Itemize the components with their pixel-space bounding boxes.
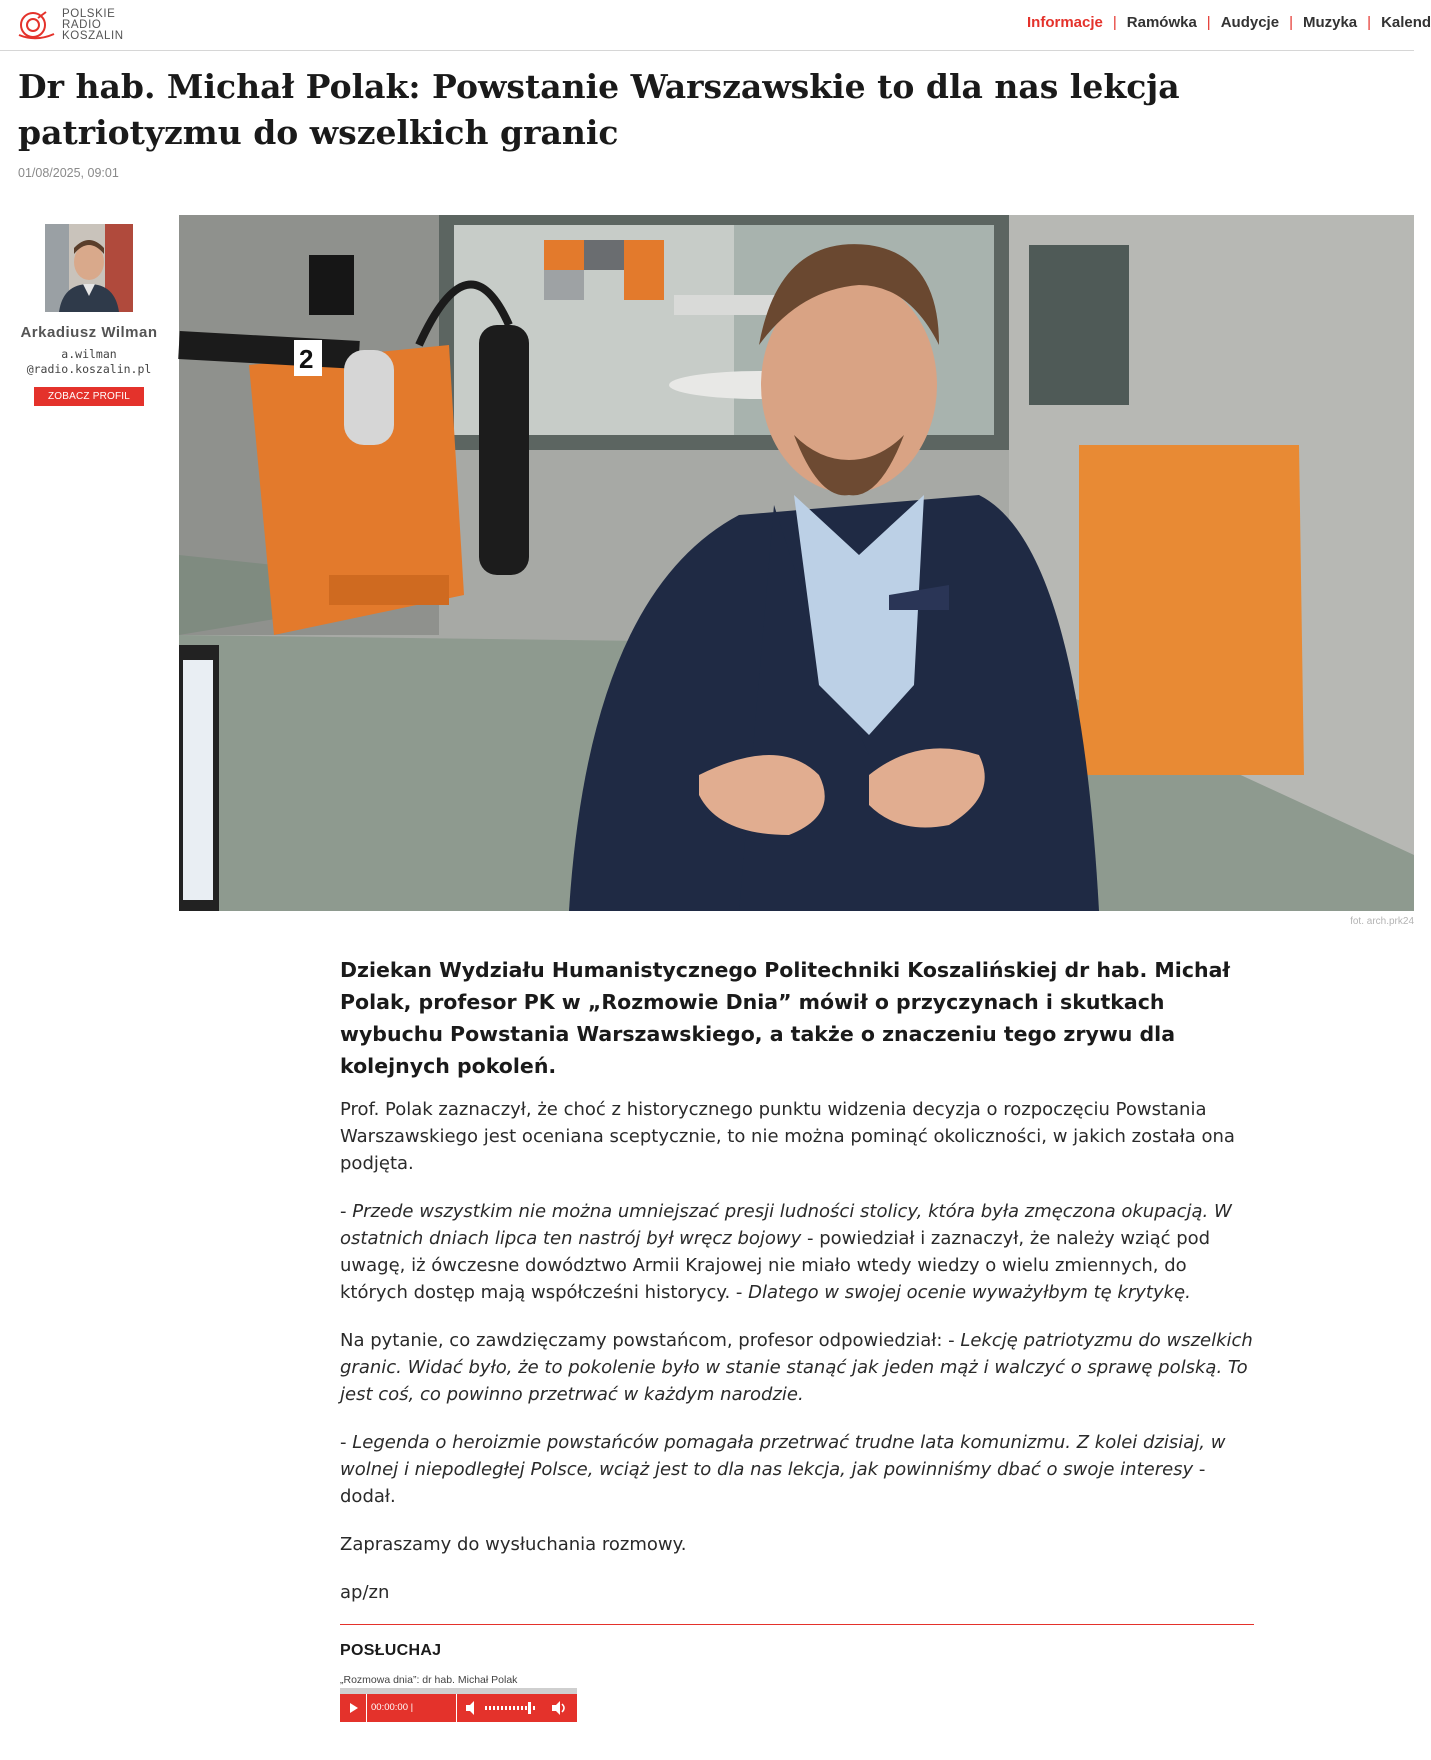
article-photo (179, 215, 1414, 911)
article-signature: ap/zn (340, 1582, 390, 1603)
volume-slider-handle[interactable] (528, 1702, 531, 1714)
nav-item-kalendarz[interactable]: Kalend (1381, 14, 1431, 31)
article-lead: Dziekan Wydziału Humanistycznego Politechniki Koszalińskiej dr hab. Michał Polak, profesor PK w „Rozmowie Dnia” mówił o przyczynach i skutkach wybuchu Powstania Warszawskiego, a także o znaczeniu tego zrywu dla kolejnych pokoleń. (340, 958, 1231, 1078)
nav-separator: | (1289, 14, 1293, 31)
nav-separator: | (1206, 14, 1211, 31)
track-title: „Rozmowa dnia”: dr hab. Michał Polak (340, 1674, 518, 1686)
nav-item-ramowka[interactable]: Ramówka (1126, 14, 1197, 31)
listen-heading: POSŁUCHAJ (340, 1642, 442, 1659)
svg-text:2: 2 (299, 344, 314, 374)
quote-text: Dlatego w swojej ocenie wyważyłbym tę krytykę. (748, 1282, 1191, 1303)
article-date: 01/08/2025, 09:01 (18, 166, 119, 180)
audio-time: 00:00:00 | 00:00:00 (367, 1694, 457, 1722)
radio-logo-icon (16, 8, 56, 42)
volume-icon[interactable] (463, 1694, 479, 1722)
nav-separator: | (1112, 14, 1117, 31)
nav-item-muzyka[interactable]: Muzyka (1302, 14, 1358, 31)
body-text: Na pytanie, co zawdzięczamy powstańcom, profesor odpowiedział: - (340, 1330, 961, 1351)
logo-line-1: POLSKIE (62, 8, 116, 20)
body-text: - dodał. (340, 1459, 1206, 1507)
audio-player (340, 1688, 577, 1741)
quote-dash: - (340, 1432, 353, 1453)
body-paragraph (340, 1429, 1260, 1510)
main-nav (1027, 14, 1431, 31)
author-name[interactable]: Arkadiusz Wilman (20, 324, 158, 341)
quote-text: Lekcję patriotyzmu do wszelkich granic. Widać było, że to pokolenie było w stanie stanąć jak jeden mąż i walczyć o sprawę polską. To jest coś, co powinno przetrwać w każdym narodzie. (340, 1330, 1253, 1405)
nav-separator: | (1367, 14, 1372, 31)
quote-text: Przede wszystkim nie można umniejszać presji ludności stolicy, która była zmęczona okupacją. W ostatnich dniach lipca ten nastrój był wręcz bojowy (340, 1201, 1232, 1249)
author-email-domain: @radio.koszalin.pl (26, 362, 152, 376)
avatar[interactable] (45, 224, 133, 312)
quote-text: Legenda o heroizmie powstańców pomagała przetrwać trudne lata komunizmu. Z kolei dzisiaj, w wolnej i niepodległej Polsce, wciąż jest to dla nas lekcja, jak powinniśmy dbać o swoje interesy (340, 1432, 1226, 1480)
site-logo[interactable] (16, 6, 146, 44)
article-title: Dr hab. Michał Polak: Powstanie Warszawskie to dla nas lekcja patriotyzmu do wszelkich granic (18, 67, 1180, 152)
volume-max-icon[interactable] (549, 1694, 569, 1722)
author-profile-button[interactable]: ZOBACZ PROFIL (34, 387, 144, 406)
article-body (340, 1096, 1260, 1627)
site-header (0, 0, 1431, 51)
body-paragraph: Prof. Polak zaznaczył, że choć z historycznego punktu widzenia decyzja o rozpoczęciu Powstania Warszawskiego jest oceniana sceptycznie, to nie można pominąć okoliczności, w jakich została ona podjęta. (340, 1099, 1235, 1174)
volume-control (457, 1694, 577, 1722)
body-text: - powiedział i zaznaczył, że należy wziąć pod uwagę, iż ówczesne dowództwo Armii Krajowej nie miało wtedy wiedzy o wielu zmiennych, do których dostęp mają współcześni historycy. - (340, 1228, 1211, 1303)
logo-line-2: RADIO (62, 19, 102, 31)
body-paragraph (340, 1327, 1260, 1408)
author-box (14, 224, 164, 406)
audio-controls (340, 1694, 577, 1741)
play-icon (340, 1694, 366, 1722)
body-paragraph: Zapraszamy do wysłuchania rozmowy. (340, 1534, 687, 1555)
nav-item-audycje[interactable]: Audycje (1220, 14, 1280, 31)
author-email-user: a.wilman (61, 347, 117, 361)
body-paragraph (340, 1198, 1260, 1306)
logo-wordmark (62, 9, 124, 42)
play-button[interactable] (340, 1694, 367, 1722)
photo-credit: fot. arch.prk24 (1350, 916, 1414, 927)
quote-dash: - (340, 1201, 353, 1222)
listen-section (340, 1624, 1254, 1741)
logo-line-3: KOSZALIN (62, 30, 124, 42)
nav-item-informacje[interactable]: Informacje (1027, 14, 1103, 31)
author-email[interactable] (14, 347, 164, 377)
